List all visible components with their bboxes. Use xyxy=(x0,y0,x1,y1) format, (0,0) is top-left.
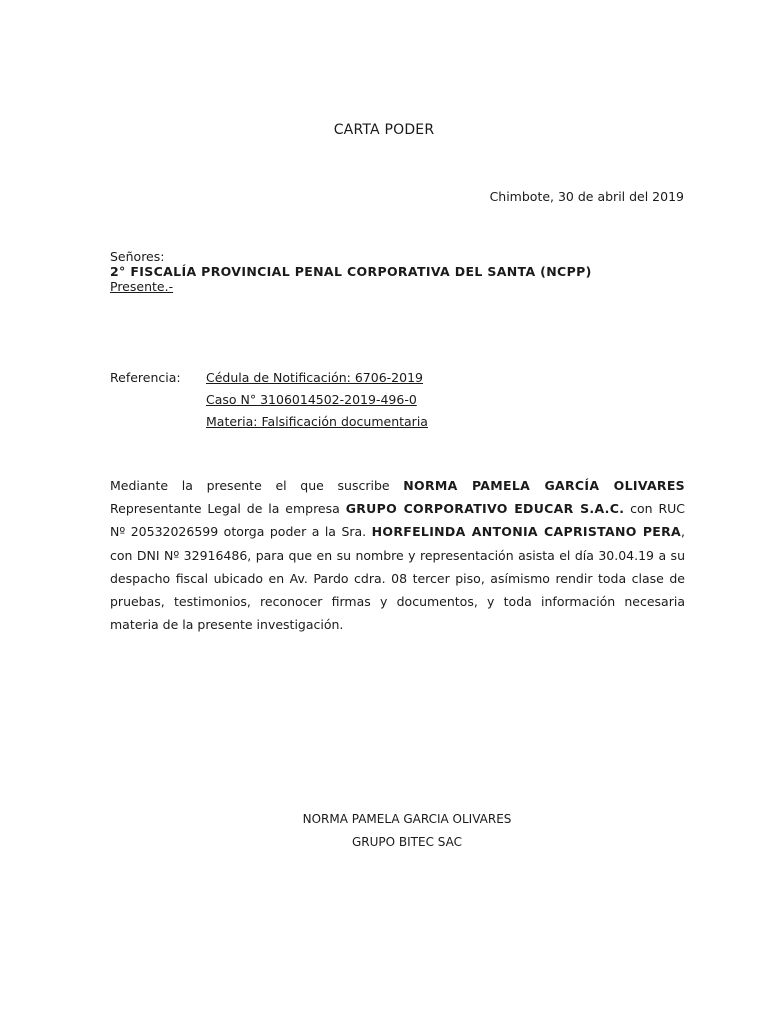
salutation: Señores: xyxy=(110,249,165,264)
reference-line-materia: Materia: Falsificación documentaria xyxy=(206,414,428,429)
reference-lines xyxy=(206,367,428,433)
signature-block xyxy=(0,808,768,854)
signature-company: GRUPO BITEC SAC xyxy=(351,835,462,849)
reference-line-caso: Caso N° 3106014502-2019-496-0 xyxy=(206,392,417,407)
date-line: Chimbote, 30 de abril del 2019 xyxy=(489,189,684,204)
addressee-block xyxy=(110,249,592,294)
body-text-2: Representante Legal de la empresa xyxy=(110,501,346,517)
body-text-1: Mediante la presente el que suscribe xyxy=(110,478,404,493)
body-text-3: con RUC Nº 20532026599 otorga poder a la Sra. xyxy=(110,501,686,540)
body-bold-agent: HORFELINDA ANTONIA CAPRISTANO PERA xyxy=(371,524,682,540)
presente-line: Presente.- xyxy=(110,279,174,294)
body-bold-company: GRUPO CORPORATIVO EDUCAR S.A.C. xyxy=(345,501,625,517)
document-title: CARTA PODER xyxy=(333,122,435,138)
reference-label: Referencia: xyxy=(110,370,181,385)
signature-name: NORMA PAMELA GARCIA OLIVARES xyxy=(302,812,512,826)
reference-line-cedula: Cédula de Notificación: 6706-2019 xyxy=(206,370,423,385)
body-text-4: , con DNI Nº 32916486, para que en su nombre y representación asista el día 30.04.19 a su despacho fiscal ubicado en Av. Pardo cdra. 08 tercer piso, asímismo rendir toda clase de pruebas, testimonios, reconocer firmas y documentos, y toda información necesaria materia de la presente investigación. xyxy=(110,524,685,633)
body-bold-representative: NORMA PAMELA GARCÍA OLIVARES xyxy=(403,478,685,493)
body-paragraph xyxy=(110,474,685,636)
addressee-organization: 2° FISCALÍA PROVINCIAL PENAL CORPORATIVA DEL SANTA (NCPP) xyxy=(110,264,592,279)
